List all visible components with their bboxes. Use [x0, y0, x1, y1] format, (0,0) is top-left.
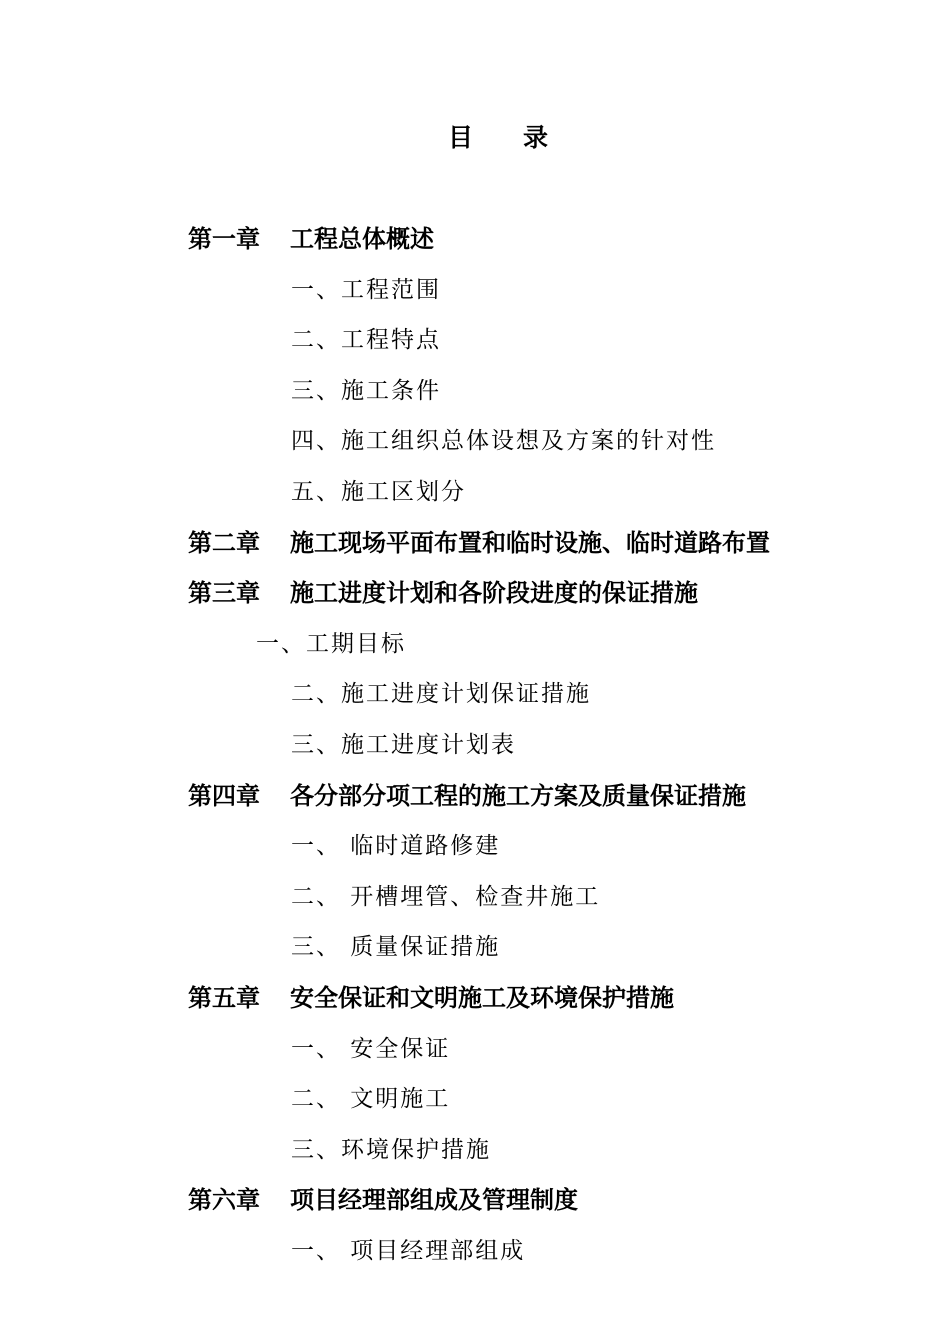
chapter-number: 第三章 [188, 578, 260, 608]
toc-section[interactable] [291, 366, 441, 417]
toc-section[interactable] [291, 1125, 491, 1176]
section-title: 一、工期目标 [256, 630, 406, 657]
section-title: 四、施工组织总体设想及方案的针对性 [291, 428, 716, 455]
toc-chapter[interactable] [188, 1175, 578, 1226]
section-title: 三、 质量保证措施 [291, 934, 501, 961]
toc-chapter[interactable] [188, 518, 770, 569]
section-title: 二、 开槽埋管、检查井施工 [291, 883, 601, 910]
toc-section[interactable] [291, 669, 591, 720]
toc-section[interactable] [256, 619, 406, 670]
chapter-title: 项目经理部组成及管理制度 [290, 1185, 578, 1215]
chapter-title: 工程总体概述 [290, 224, 434, 253]
toc-section[interactable] [291, 1074, 450, 1125]
chapter-title: 施工进度计划和各阶段进度的保证措施 [290, 578, 698, 608]
section-title: 一、 临时道路修建 [291, 833, 501, 860]
section-title: 二、工程特点 [291, 327, 441, 354]
section-title: 二、施工进度计划保证措施 [291, 681, 591, 708]
section-title: 一、 安全保证 [291, 1035, 451, 1062]
chapter-number: 第二章 [188, 527, 260, 557]
toc-section[interactable] [291, 416, 716, 467]
toc-section[interactable] [291, 821, 500, 872]
toc-section[interactable] [291, 872, 600, 923]
toc-section[interactable] [291, 467, 466, 518]
chapter-title: 施工现场平面布置和临时设施、临时道路布置 [290, 527, 770, 557]
toc-section[interactable] [291, 1226, 525, 1277]
toc-chapter[interactable] [188, 771, 746, 822]
toc-section[interactable] [291, 265, 441, 316]
chapter-title: 各分部分项工程的施工方案及质量保证措施 [290, 780, 746, 810]
chapter-number: 第六章 [188, 1185, 260, 1215]
chapter-title: 安全保证和文明施工及环境保护措施 [290, 983, 674, 1012]
section-title: 二、 文明施工 [291, 1086, 451, 1113]
section-title: 一、工程范围 [291, 276, 441, 303]
toc-chapter[interactable] [188, 568, 698, 619]
toc-chapter[interactable] [188, 214, 434, 265]
toc-section[interactable] [291, 720, 516, 771]
toc-section[interactable] [291, 1024, 450, 1075]
section-title: 三、环境保护措施 [291, 1136, 491, 1163]
toc-section[interactable] [291, 315, 441, 366]
page-title: 目 录 [447, 123, 548, 152]
chapter-number: 第一章 [188, 224, 260, 253]
toc-section[interactable] [291, 922, 500, 973]
chapter-number: 第四章 [188, 780, 260, 810]
section-title: 五、施工区划分 [291, 479, 466, 505]
section-title: 一、 项目经理部组成 [291, 1238, 526, 1264]
toc-chapter[interactable] [188, 973, 674, 1024]
section-title: 三、施工进度计划表 [291, 732, 516, 758]
section-title: 三、施工条件 [291, 377, 441, 404]
chapter-number: 第五章 [188, 983, 260, 1012]
